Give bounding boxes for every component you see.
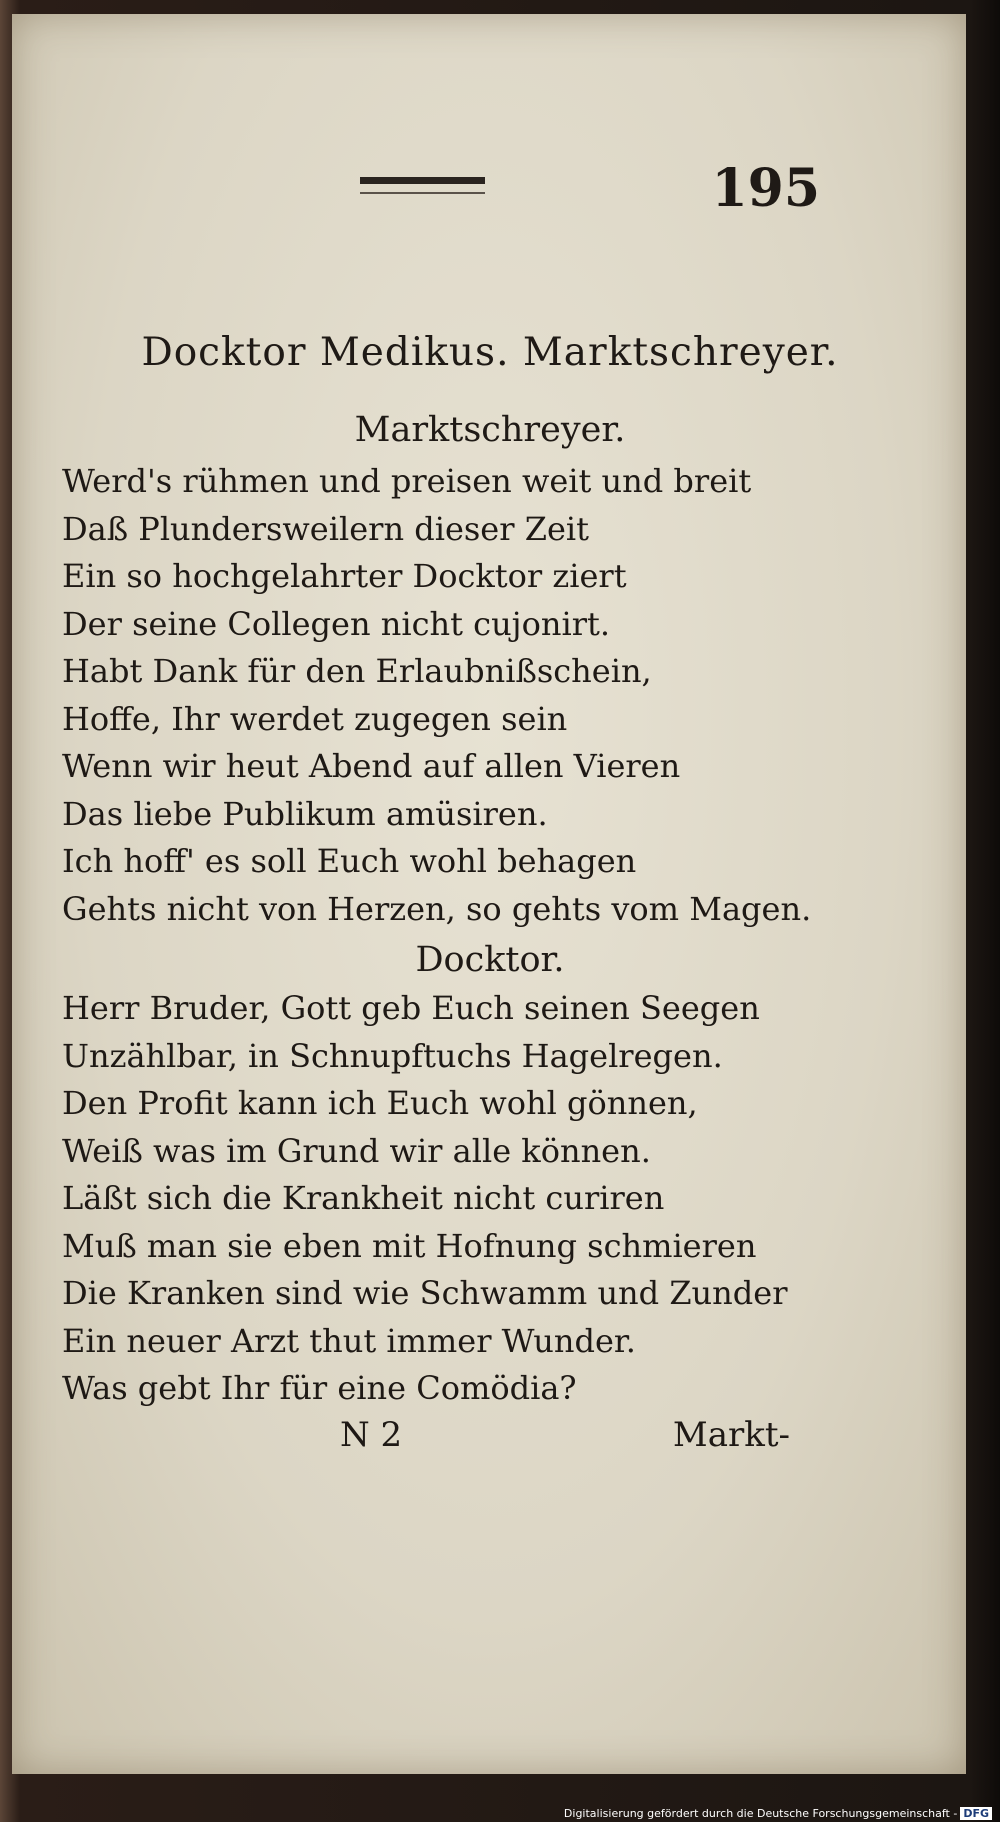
verse-line: Herr Bruder, Gott geb Euch seinen Seegen (62, 989, 760, 1027)
verse-line: Ein neuer Arzt thut immer Wunder. (62, 1321, 636, 1360)
signature-mark: N 2 (340, 1415, 403, 1455)
scene-title: Docktor Medikus. Marktschreyer. (141, 330, 839, 375)
verse-line: Wenn wir heut Abend auf allen Vieren (62, 747, 681, 785)
header-rule (360, 177, 485, 184)
verse-line: Ein so hochgelahrter Docktor ziert (62, 557, 627, 595)
digitization-credit (564, 1807, 992, 1820)
verse-line: Läßt sich die Krankheit nicht curiren (62, 1179, 665, 1217)
verse-line: Gehts nicht von Herzen, so gehts vom Magen. (62, 889, 812, 928)
verse-line: Weiß was im Grund wir alle können. (62, 1131, 651, 1170)
verse-line: Den Profit kann ich Euch wohl gönnen, (62, 1084, 698, 1122)
verse-block-1 (62, 458, 822, 933)
dfg-logo: DFG (960, 1807, 992, 1820)
speaker-heading-2: Docktor. (415, 940, 565, 980)
verse-line: Unzählbar, in Schnupftuchs Hagelregen. (62, 1036, 723, 1075)
page-number: 195 (711, 158, 820, 219)
verse-line: Die Kranken sind wie Schwamm und Zunder (62, 1274, 788, 1312)
verse-line: Der seine Collegen nicht cujonirt. (62, 604, 611, 643)
header-rule-thin (360, 192, 485, 194)
verse-line: Ich hoff' es soll Euch wohl behagen (62, 842, 637, 880)
verse-line: Was gebt Ihr für eine Comödia? (62, 1369, 577, 1407)
speaker-heading-1: Marktschreyer. (354, 410, 626, 450)
verse-line: Werd's rühmen und preisen weit und breit (62, 462, 752, 500)
credit-text: Digitalisierung gefördert durch die Deutsche Forschungsgemeinschaft - (563, 1807, 958, 1820)
verse-line: Daß Plunderswеilern dieser Zeit (62, 509, 589, 548)
catchword: Markt- (672, 1415, 790, 1455)
verse-line: Hoffe, Ihr werdet zugegen sein (62, 699, 568, 738)
verse-block-2 (62, 985, 822, 1413)
verse-line: Das liebe Publikum amüsiren. (62, 794, 548, 833)
verse-line: Habt Dank für den Erlaubnißschein, (62, 652, 652, 690)
verse-line: Muß man sie eben mit Hofnung schmieren (62, 1226, 757, 1265)
